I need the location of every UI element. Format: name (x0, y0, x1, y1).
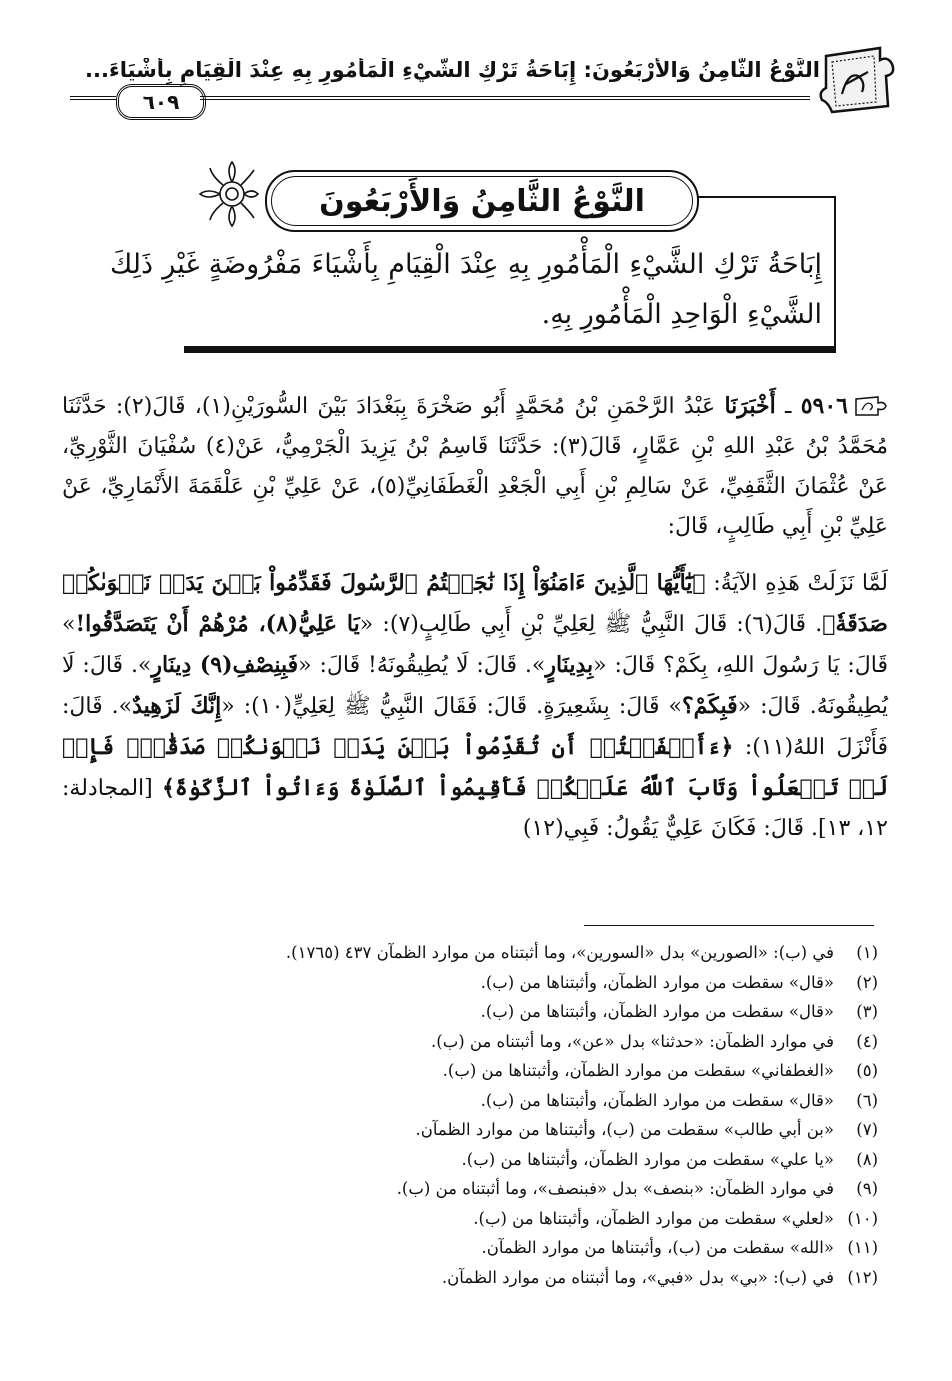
hadith-marker-icon (854, 395, 888, 417)
matn-text: ». قَالَ: فَأَنْزَلَ اللهُ(١١): (62, 694, 888, 760)
footnote-text: «قال» سقطت من موارد الظمآن، وأثبتناها من (ب). (480, 1090, 834, 1110)
footnote-item (150, 968, 878, 998)
isnad-text: عَبْدُ الرَّحْمَنِ بْنُ مُحَمَّدٍ أَبُو صَخْرَةَ بِبَغْدَادَ بَيْنَ السُّورَيْنِ(١)، قَالَ(٢): حَدَّثَنَا مُحَمَّدُ بْنُ عَبْدِ اللهِ بْنِ عَمَّارٍ، قَالَ(٣): حَدَّثَنَا قَاسِمُ بْنُ يَزِيدَ الْجَرْمِيُّ، عَنْ(٤) سُفْيَانَ الثَّوْرِيِّ، عَنْ عُثْمَانَ الثَّقَفِيِّ، عَنْ سَالِمِ بْنِ أَبِي الْجَعْدِ الْغَطَفَانِيِّ(٥)، عَنْ عَلِيِّ بْنِ عَلْقَمَةَ الأَنْمَارِيِّ، عَنْ عَلِيِّ بْنِ أَبِي طَالِبٍ، قَالَ: (62, 394, 888, 539)
footnote-text: في (ب): «بي» بدل «فبي»، وما أثبتناه من موارد الظمآن. (441, 1267, 834, 1287)
footnote-number: (١) (856, 943, 878, 962)
footnote-text: «قال» سقطت من موارد الظمآن، وأثبتناها من (ب). (480, 1002, 834, 1021)
footnote-text: «الغطفاني» سقطت من موارد الظمآن، وأثبتناها من (ب). (442, 1061, 834, 1080)
footnote-number: (٢) (856, 972, 878, 992)
matn-text: . قَالَ: فَكَانَ عَلِيٌّ يَقُولُ: فَبِي(١٢) (522, 816, 819, 841)
footnote-number: (١١) (847, 1238, 878, 1257)
footnote-item (150, 1233, 878, 1263)
footnote-item (150, 997, 878, 1027)
prophet-saying: بِدِينَارٍ (545, 652, 594, 678)
footnote-text: «يا علي» سقطت من موارد الظمآن، وأثبتناها من (ب). (461, 1149, 834, 1169)
matn-text: لَمَّا نَزَلَتْ هَذِهِ الآيَةُ: (705, 571, 888, 596)
chapter-subtitle: إِبَاحَةُ تَرْكِ الشَّيْءِ الْمَأْمُورِ بِهِ عِنْدَ الْقِيَامِ بِأَشْيَاءَ مَفْرُوضَةٍ غَيْرِ ذَلِكَ الشَّيْءِ الْوَاحِدِ الْمَأْمُورِ بِهِ. (110, 249, 822, 330)
prophet-saying: يَا عَلِيُّ(٨)، مُرْهُمْ أَنْ يَتَصَدَّقُوا! (75, 611, 360, 637)
isnad-paragraph (62, 386, 888, 547)
akhbarana: أَخْبَرَنَا (724, 393, 776, 419)
page-number: ٦٠٩ (116, 84, 206, 120)
verse-reference: [المجادلة: ١٢، ١٣] (62, 776, 888, 841)
prophet-saying: إِنَّكَ لَزَهِيدٌ (132, 693, 222, 719)
footnote-number: (١٠) (847, 1208, 878, 1228)
footnote-text: في موارد الظمآن: «بنصف» بدل «فبنصف»، وما أثبتناه من (ب). (396, 1179, 834, 1198)
footnote-item (150, 1204, 878, 1234)
footnote-number: (١٢) (847, 1267, 878, 1287)
footnote-text: في (ب): «الصورين» بدل «السورين»، وما أثبتناه من موارد الظمآن ٤٣٧ (١٧٦٥). (285, 943, 834, 962)
footnote-text: في موارد الظمآن: «حدثنا» بدل «عن»، وما أثبتناه من (ب). (431, 1031, 834, 1051)
footnote-item (150, 1115, 878, 1145)
chapter-title: النَّوْعُ الثَّامِنُ وَالأَرْبَعُونَ (265, 170, 699, 232)
header-rule (200, 96, 810, 100)
footnote-number: (٨) (856, 1149, 878, 1169)
matn-text: » قَالَ: يَا رَسُولَ اللهِ، بِكَمْ؟ قَالَ: « (62, 612, 888, 678)
footnote-item (150, 1263, 878, 1293)
footnote-item (150, 1086, 878, 1116)
quran-verse-2: ﴿ءَأَشۡفَقۡتُمۡ أَن تُقَدِّمُواْ بَيۡنَ يَدَيۡ نَجۡوَىٰكُمۡ صَدَقَٰتٖۚ فَإِذۡ لَمۡ تَفۡعَلُواْ وَتَابَ ٱللَّهُ عَلَيۡكُمۡ فَأَقِيمُواْ ٱلصَّلَوٰةَ وَءَاتُواْ ٱلزَّكَوٰةَ﴾ (62, 734, 888, 801)
book-emblem-icon (818, 42, 900, 118)
hadith-number: ٥٩٠٦ (800, 393, 848, 419)
matn-text: ». قَالَ: لَا يُطِيقُونَهُ! قَالَ: « (298, 653, 546, 678)
footnote-text: «بن أبي طالب» سقطت من (ب)، وأثبتناها من موارد الظمآن. (415, 1120, 834, 1139)
header-rule-left (70, 96, 116, 100)
running-header: النَّوْعُ الثَّامِنُ وَالأَرْبَعُونَ: إِبَاحَةُ تَرْكِ الشَّيْءِ الْمَأْمُورِ بِهِ عِنْدَ الْقِيَامِ بِأَشْيَاءَ... (85, 58, 820, 82)
section-divider (184, 346, 836, 353)
footnote-number: (٧) (856, 1120, 878, 1139)
frame-line (834, 196, 836, 348)
footnote-item (150, 1027, 878, 1057)
footnote-item (150, 938, 878, 968)
matn-text: . قَالَ(٦): قَالَ النَّبِيُّ ﷺ لِعَلِيِّ بْنِ أَبِي طَالِبٍ(٧): « (359, 612, 823, 637)
footnote-item (150, 1145, 878, 1175)
quran-verse-1: ﴿يَٰٓأَيُّهَا ٱلَّذِينَ ءَامَنُوٓاْ إِذَا نَٰجَيۡتُمُ ٱلرَّسُولَ فَقَدِّمُواْ بَيۡنَ يَدَيۡ نَجۡوَىٰكُمۡ صَدَقَةٗ﴾ (62, 570, 888, 637)
footnote-number: (٩) (856, 1179, 878, 1198)
footnote-text: «قال» سقطت من موارد الظمآن، وأثبتناها من (ب). (480, 972, 834, 992)
floral-ornament-icon (192, 158, 262, 230)
footnote-item (150, 1174, 878, 1204)
hadith-dash: ـ (775, 394, 801, 419)
prophet-saying: فَبِنِصْفِ(٩) دِينَارٍ (151, 652, 299, 678)
frame-line (697, 196, 835, 198)
footnote-number: (٤) (856, 1031, 878, 1051)
prophet-saying: فَبِكَمْ؟ (681, 693, 738, 719)
matn-text: » قَالَ: بِشَعِيرَةٍ. قَالَ: فَقَالَ النَّبِيُّ ﷺ لِعَلِيٍّ(١٠): « (221, 694, 682, 719)
footnote-number: (٦) (856, 1090, 878, 1110)
matn-paragraph (62, 563, 888, 849)
footnote-text: «لعلي» سقطت من موارد الظمآن، وأثبتناها من (ب). (473, 1208, 834, 1228)
footnotes-list (150, 938, 878, 1292)
matn-text: ». قَالَ: لَا يُطِيقُونَهُ. قَالَ: « (62, 653, 889, 719)
footnote-divider (584, 925, 874, 926)
footnote-number: (٣) (856, 1002, 878, 1021)
footnote-text: «الله» سقطت من (ب)، وأثبتناها من موارد الظمآن. (481, 1238, 834, 1257)
footnote-number: (٥) (856, 1061, 878, 1080)
hadith-text (62, 386, 888, 849)
footnote-item (150, 1056, 878, 1086)
